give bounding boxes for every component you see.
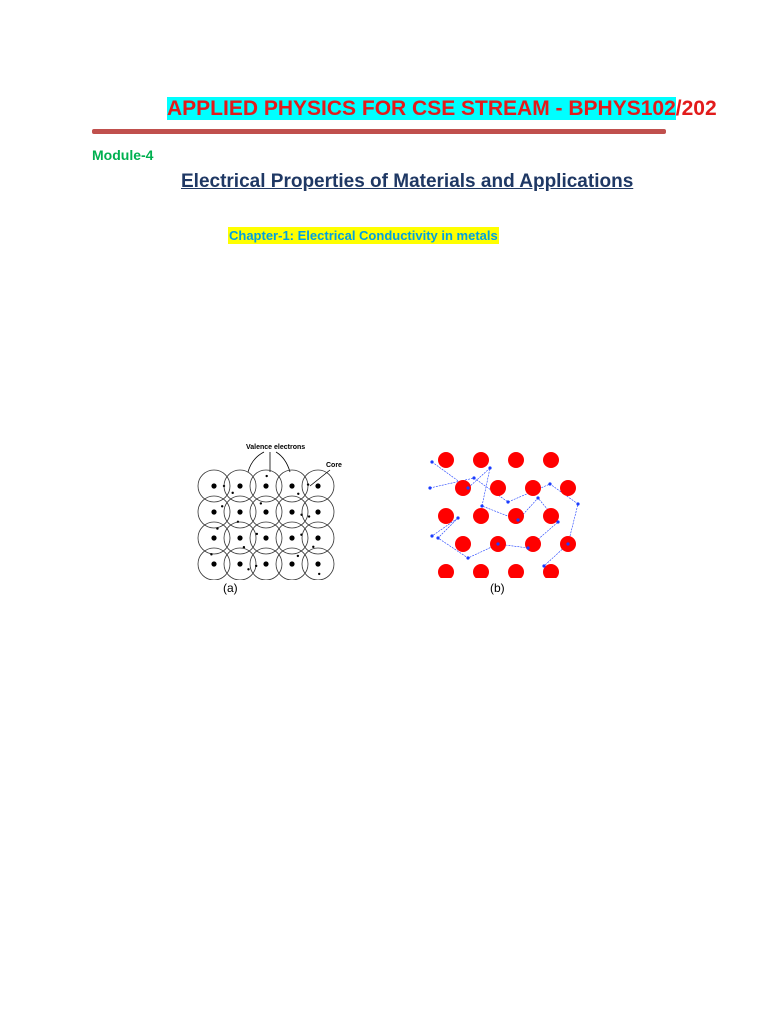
ion-core	[438, 564, 454, 578]
pointer-arrow	[248, 452, 264, 472]
atom-core	[315, 509, 320, 514]
valence-electron	[221, 505, 223, 507]
atom-core	[263, 509, 268, 514]
title-rest: /202	[675, 97, 717, 120]
atom-core	[237, 561, 242, 566]
atom-core	[315, 483, 320, 488]
atom-core	[237, 509, 242, 514]
free-electron	[466, 486, 469, 489]
atom-core	[289, 535, 294, 540]
valence-electron	[260, 502, 262, 504]
title-highlighted: APPLIED PHYSICS FOR CSE STREAM - BPHYS102	[167, 97, 676, 120]
valence-electron	[265, 475, 267, 477]
atom-core	[211, 535, 216, 540]
free-electron	[556, 520, 559, 523]
figure-b-caption: (b)	[490, 581, 505, 595]
free-electron	[430, 534, 433, 537]
atom-core	[263, 535, 268, 540]
free-electron	[542, 564, 545, 567]
valence-electron	[297, 493, 299, 495]
atom-core	[263, 483, 268, 488]
free-electron	[576, 502, 579, 505]
atom-core	[289, 561, 294, 566]
atom-core	[211, 561, 216, 566]
atom-core	[237, 535, 242, 540]
ion-core	[473, 452, 489, 468]
valence-electron	[210, 553, 212, 555]
valence-electron	[318, 573, 320, 575]
ion-core	[525, 536, 541, 552]
atom-core	[237, 483, 242, 488]
atom-core	[263, 561, 268, 566]
atom-core	[315, 561, 320, 566]
ion-core	[560, 480, 576, 496]
ion-core	[525, 480, 541, 496]
valence-electron	[312, 546, 314, 548]
ion-core	[490, 480, 506, 496]
ion-core	[508, 452, 524, 468]
title-divider	[92, 129, 666, 134]
atom-core	[289, 483, 294, 488]
free-electron	[430, 460, 433, 463]
figure-a-caption: (a)	[223, 581, 238, 595]
ion-cores	[438, 452, 576, 578]
atom-core	[211, 483, 216, 488]
free-electron	[548, 482, 551, 485]
valence-electron	[307, 483, 309, 485]
free-electron	[496, 542, 499, 545]
ion-core	[508, 508, 524, 524]
ion-core	[508, 564, 524, 578]
valence-electron	[255, 565, 257, 567]
valence-electron	[216, 527, 218, 529]
label-valence-electrons: Valence electrons	[246, 444, 306, 451]
free-electron	[480, 504, 483, 507]
figure-a-free-electron-model	[190, 438, 350, 580]
valence-electron	[308, 515, 310, 517]
free-electron	[488, 466, 491, 469]
atom-core	[211, 509, 216, 514]
free-electron	[506, 500, 509, 503]
document-title	[167, 96, 717, 122]
free-electron	[536, 496, 539, 499]
atom-lattice	[198, 470, 334, 580]
free-electron	[428, 486, 431, 489]
atom-core	[315, 535, 320, 540]
figure-b-electron-scattering	[428, 448, 584, 578]
atom-core	[289, 509, 294, 514]
free-electron	[566, 542, 569, 545]
valence-electron	[231, 492, 233, 494]
section-heading: Electrical Properties of Materials and Applications	[181, 171, 634, 192]
valence-electron	[256, 533, 258, 535]
ion-core	[455, 536, 471, 552]
ion-core	[438, 508, 454, 524]
free-electron	[436, 536, 439, 539]
module-label: Module-4	[92, 147, 154, 163]
free-electron	[456, 516, 459, 519]
ion-core	[543, 452, 559, 468]
valence-pointer-arrows	[248, 452, 330, 486]
chapter-heading: Chapter-1: Electrical Conductivity in metals	[229, 228, 498, 243]
pointer-arrow	[276, 452, 290, 472]
ion-core	[473, 508, 489, 524]
free-electron	[472, 476, 475, 479]
free-electron	[526, 546, 529, 549]
label-core: Core	[326, 462, 342, 469]
free-electron	[466, 556, 469, 559]
free-electron	[516, 518, 519, 521]
ion-core	[473, 564, 489, 578]
valence-electron	[297, 555, 299, 557]
valence-electron	[247, 568, 249, 570]
ion-core	[438, 452, 454, 468]
